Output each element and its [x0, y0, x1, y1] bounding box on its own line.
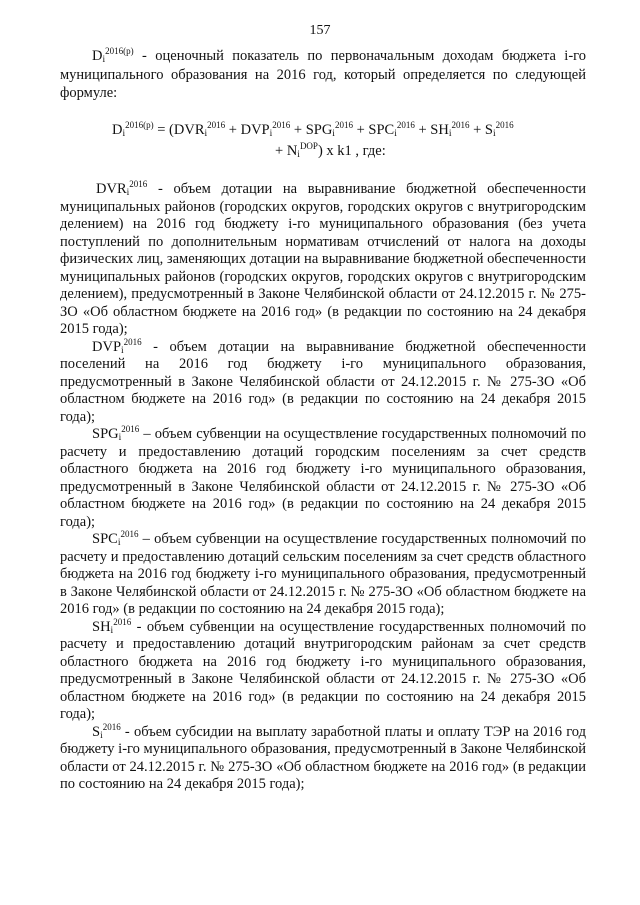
definition-sh: $SH_i^{2016}$ - объем субвенции на осуществление государственных полномочий по расчету и предоставлению дотаций внутригородским районам за счет средств областного бюджета на 2016 год бюджету i-го муниципального образования, предусмотренный в Законе Челябинской области от 24.12.2015 г. № 275-ЗО «Об областном бюджете на 2016 год» (в редакции по состоянию на 24 декабря 2015 года);	[60, 616, 586, 722]
intro-text: $D_i^{2016(р)}$ - оценочный показатель по первоначальным доходам бюджета i-го муниципального образования на 2016 год, который определяется по следующей формуле:	[60, 46, 586, 102]
page-number: 157	[309, 23, 331, 38]
formula-line-2: + $N_i^{DOP}$) x k1 , где:	[275, 141, 386, 160]
intro-paragraph	[60, 47, 586, 103]
definition-s: $S_i^{2016}$ - объем субсидии на выплату заработной платы и оплату ТЭР на 2016 год бюджету i-го муниципального образования, предусмотренный в Законе Челябинской области от 24.12.2015 г. № 275-ЗО «Об областном бюджете на 2016 год» (в редакции по состоянию на 24 декабря 2015 года);	[60, 721, 586, 792]
definition-dvr: $DVR_i^{2016}$ - объем дотации на выравнивание бюджетной обеспеченности муниципальных районов (городских округов, городских округов с внутригородским делением) на 2016 год бюджету i-го муниципального образования (без учета поступлений по дополнительным нормативам отчислений от налога на доходы физических лиц, заменяющих дотации на выравнивание бюджетной обеспеченности муниципальных районов (городских округов, городских округов с внутригородским делением), предусмотренный в Законе Челябинской области от 24.12.2015 г. № 275-ЗО «Об областном бюджете на 2016 год» (в редакции по состоянию на 24 декабря 2015 года);	[60, 179, 586, 337]
definition-dvp: $DVP_i^{2016}$ - объем дотации на выравнивание бюджетной обеспеченности поселений на 2016 год бюджету i-го муниципального образования, предусмотренный в Законе Челябинской области от 24.12.2015 г. № 275-ЗО «Об областном бюджете на 2016 год» (в редакции по состоянию на 24 декабря 2015 года);	[60, 336, 586, 425]
formula-line-1: $D_i^{2016(р)} = (DVR_i^{2016} + DVP_i^{2016} + SPG_i^{2016} + SPC_i^{2016} + SH_i^{2016} + S_i^{2016}$	[112, 120, 514, 139]
symbol-d: D	[92, 48, 103, 64]
definition-spc: $SPC_i^{2016}$ – объем субвенции на осуществление государственных полномочий по расчету и предоставлению дотаций сельским поселениям за счет средств областного бюджета на 2016 год бюджету i-го муниципального образования, предусмотренный в Законе Челябинской области от 24.12.2015 г. № 275-ЗО «Об областном бюджете на 2016 год» (в редакции по состоянию на 24 декабря 2015 года);	[60, 529, 586, 617]
definition-spg: $SPG_i^{2016}$ – объем субвенции на осуществление государственных полномочий по расчету и предоставлению дотаций городским поселениям за счет средств областного бюджета на 2016 год бюджету i-го муниципального образования, предусмотренный в Законе Челябинской области от 24.12.2015 г. № 275-ЗО «Об областном бюджете на 2016 год» (в редакции по состоянию на 24 декабря 2015 года);	[60, 424, 586, 530]
definitions-list	[60, 181, 586, 794]
